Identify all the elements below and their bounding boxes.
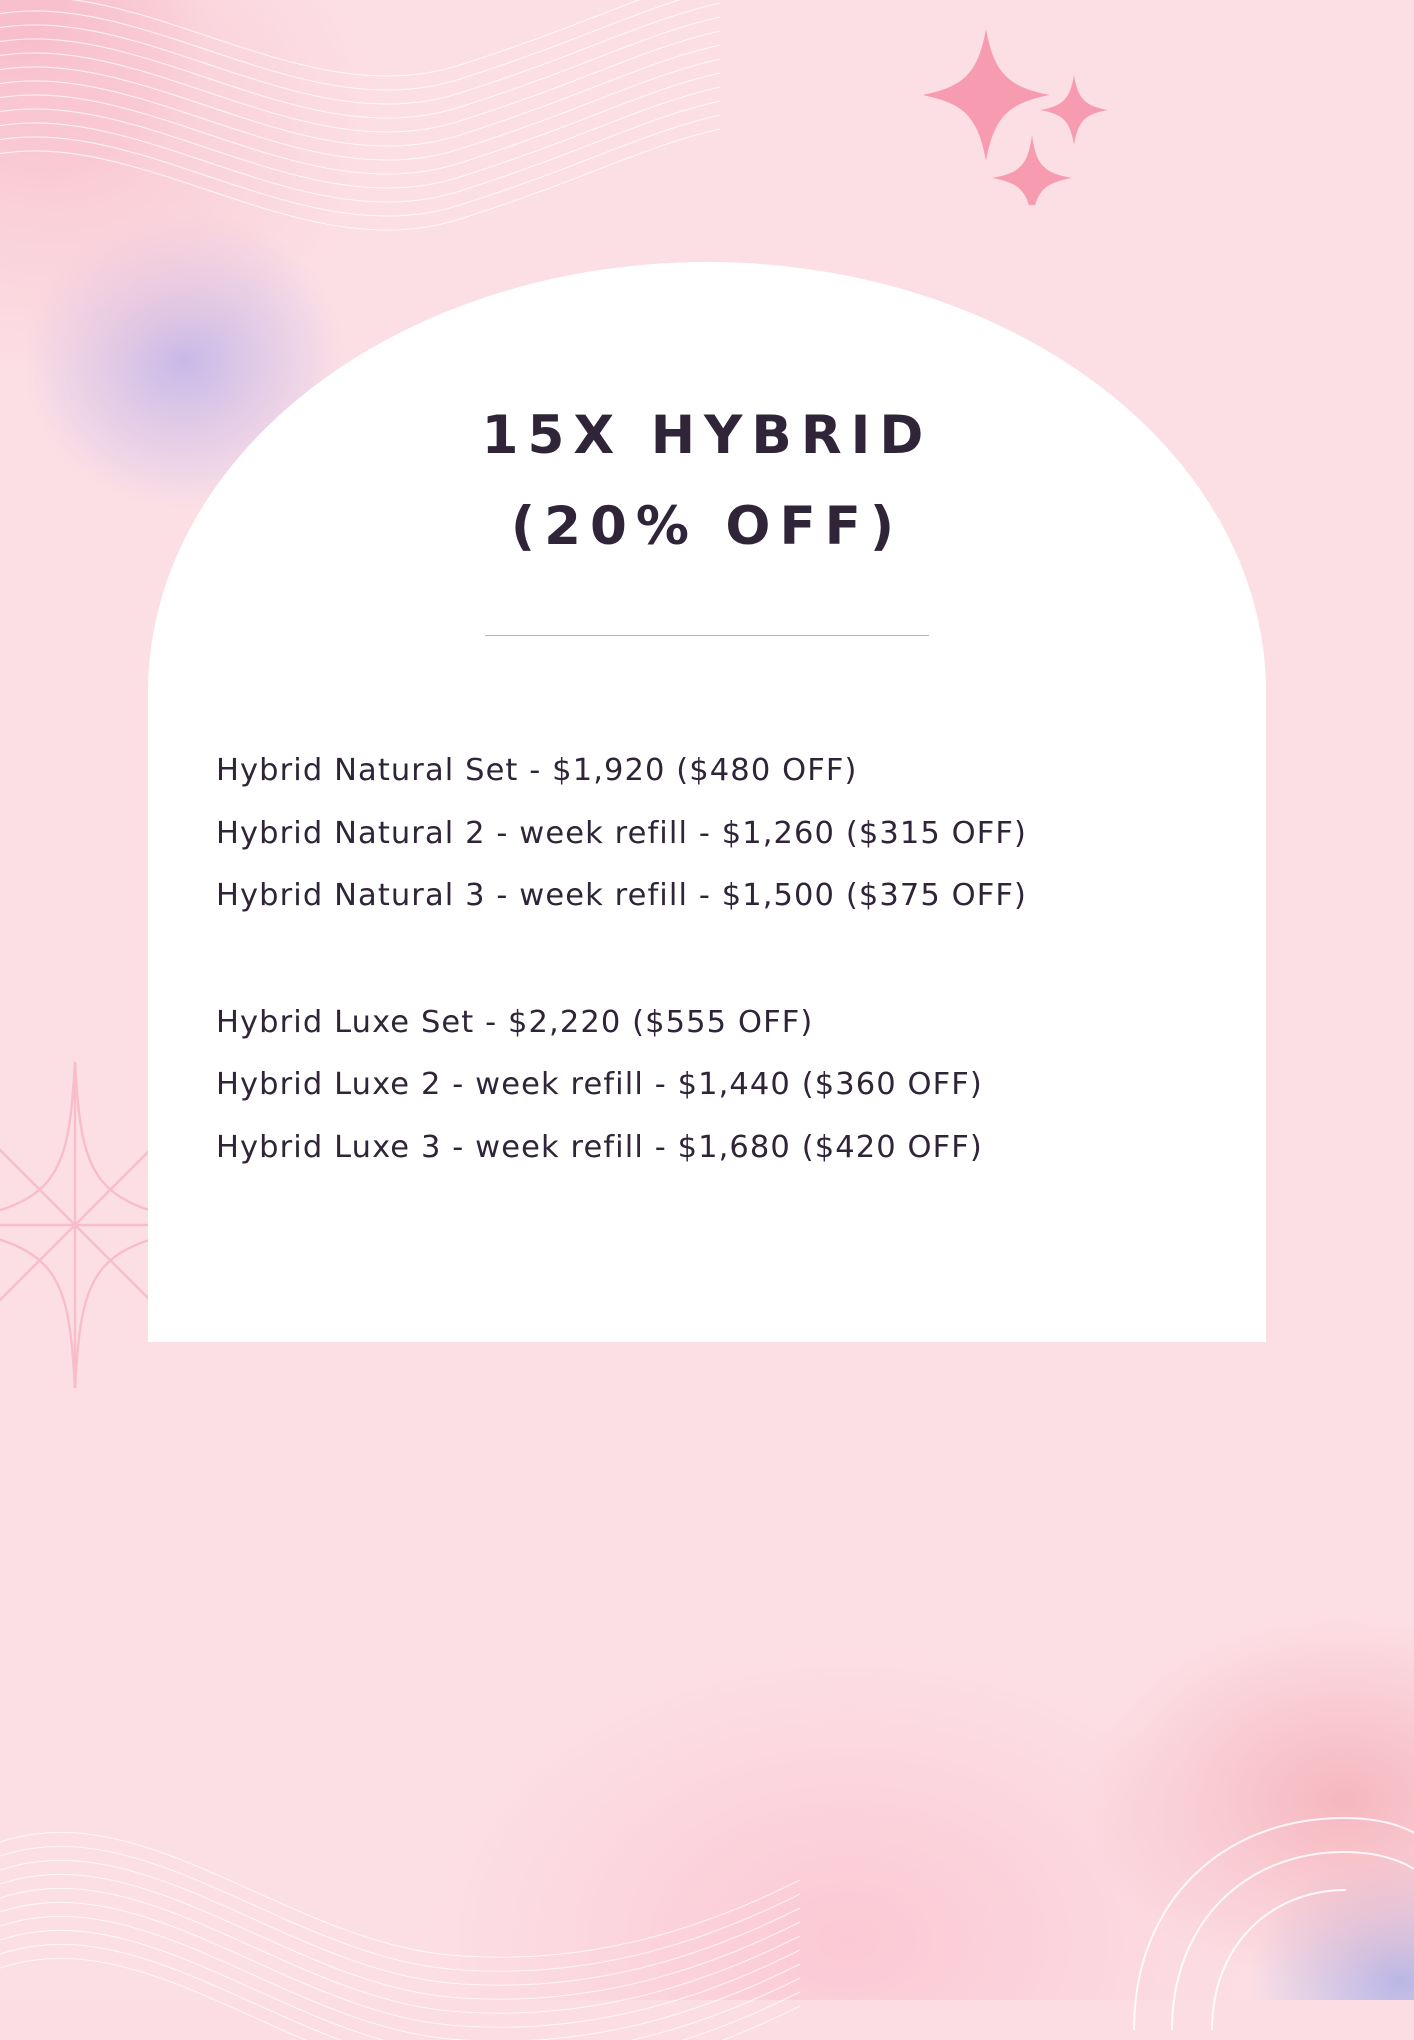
price-list: [216, 740, 1206, 1179]
list-item: Hybrid Natural 2 - week refill - $1,260 ($315 OFF): [216, 815, 1028, 851]
list-item: Hybrid Luxe Set - $2,220 ($555 OFF): [216, 1004, 814, 1040]
list-item: Hybrid Luxe 2 - week refill - $1,440 ($360 OFF): [216, 1067, 983, 1103]
list-item: Hybrid Natural Set - $1,920 ($480 OFF): [216, 753, 858, 788]
price-card: [148, 262, 1266, 1342]
price-group-hybrid-luxe: [216, 992, 1206, 1180]
title-line-2: (20% OFF): [510, 496, 904, 558]
divider: [485, 635, 929, 636]
page-title: [148, 390, 1266, 572]
list-item: Hybrid Luxe 3 - week refill - $1,680 ($420 OFF): [216, 1129, 983, 1165]
price-group-hybrid-natural: [216, 740, 1206, 928]
title-line-1: 15X HYBRID: [481, 405, 933, 466]
list-item: Hybrid Natural 3 - week refill - $1,500 ($375 OFF): [216, 878, 1028, 914]
